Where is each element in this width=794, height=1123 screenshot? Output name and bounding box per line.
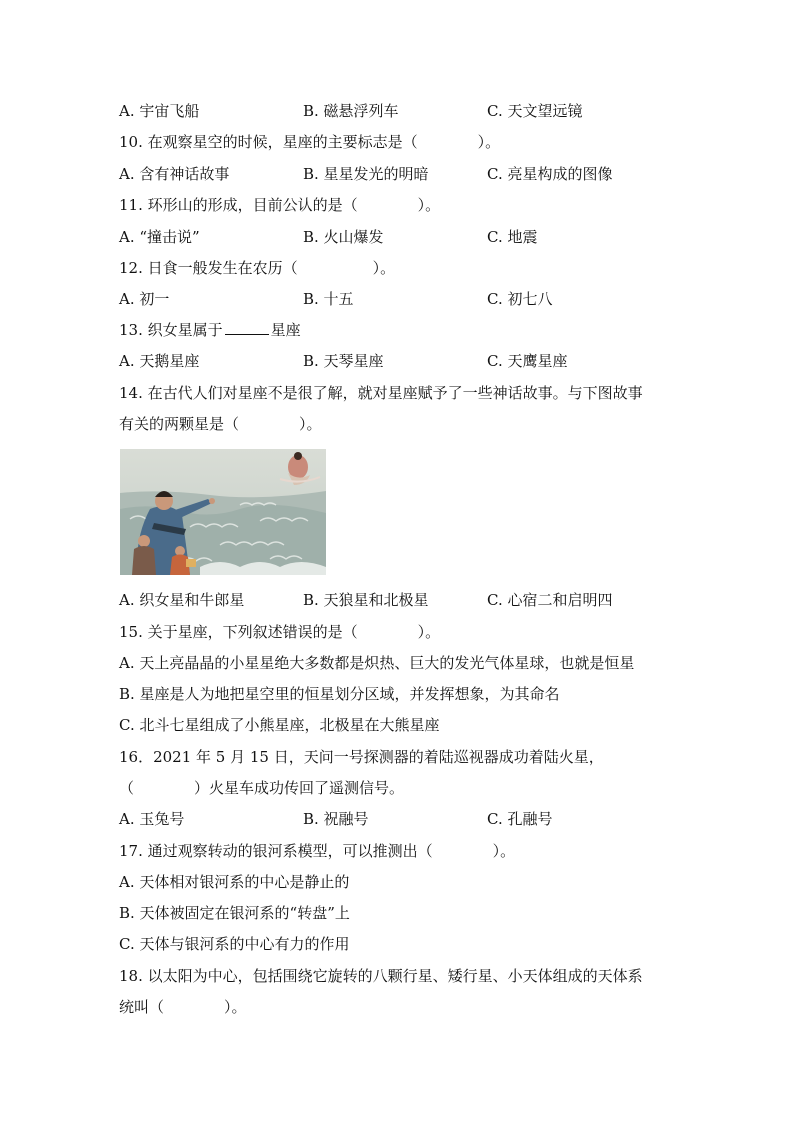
q13-stem-post: 星座: [270, 321, 301, 339]
q16-option-c[interactable]: C. 孔融号: [487, 810, 553, 828]
q14-stem-line2: 有关的两颗星是（ ）。: [119, 415, 322, 433]
q11-option-b[interactable]: B. 火山爆发: [303, 228, 384, 246]
q12-option-a[interactable]: A. 初一: [119, 290, 170, 308]
q9-option-b[interactable]: B. 磁悬浮列车: [303, 102, 399, 120]
q17-option-a[interactable]: A. 天体相对银河系的中心是静止的: [119, 873, 350, 891]
q15-stem: 15. 关于星座，下列叙述错误的是（ ）。: [119, 623, 441, 641]
q16-stem-line2: （ ）火星车成功传回了遥测信号。: [119, 779, 405, 797]
q9-option-a[interactable]: A. 宇宙飞船: [119, 102, 200, 120]
q12-option-b[interactable]: B. 十五: [303, 290, 354, 308]
q11-stem: 11. 环形山的形成，目前公认的是（ ）。: [119, 196, 441, 214]
q12-option-c[interactable]: C. 初七八: [487, 290, 553, 308]
q13-stem-pre: 13. 织女星属于: [119, 321, 223, 339]
q17-option-c[interactable]: C. 天体与银河系的中心有力的作用: [119, 935, 350, 953]
q16-option-b[interactable]: B. 祝融号: [303, 810, 369, 828]
q9-option-c[interactable]: C. 天文望远镜: [487, 102, 583, 120]
q13-option-a[interactable]: A. 天鹅星座: [119, 352, 200, 370]
q17-option-b[interactable]: B. 天体被固定在银河系的“转盘”上: [119, 904, 350, 922]
q14-option-c[interactable]: C. 心宿二和启明四: [487, 591, 613, 609]
illustration-svg: [120, 449, 326, 575]
q10-option-a[interactable]: A. 含有神话故事: [119, 165, 230, 183]
q13-option-b[interactable]: B. 天琴星座: [303, 352, 384, 370]
q16-stem-line1: 16．2021 年 5 月 15 日，天问一号探测器的着陆巡视器成功着陆火星，: [119, 748, 604, 766]
q18-stem-line1: 18. 以太阳为中心，包括围绕它旋转的八颗行星、矮行星、小天体组成的天体系: [119, 967, 643, 985]
q11-option-c[interactable]: C. 地震: [487, 228, 538, 246]
q15-option-c[interactable]: C. 北斗七星组成了小熊星座，北极星在大熊星座: [119, 716, 440, 734]
q13-option-c[interactable]: C. 天鹰星座: [487, 352, 568, 370]
q13-answer-blank[interactable]: [225, 320, 269, 335]
q12-stem: 12. 日食一般发生在农历（ ）。: [119, 259, 396, 277]
q10-stem: 10. 在观察星空的时候，星座的主要标志是（ ）。: [119, 133, 501, 151]
cowherd-weaver-girl-illustration: [120, 449, 326, 575]
q13-stem: [119, 320, 689, 340]
q16-option-a[interactable]: A. 玉兔号: [119, 810, 185, 828]
q17-stem: 17. 通过观察转动的银河系模型，可以推测出（ ）。: [119, 842, 516, 860]
q15-option-a[interactable]: A. 天上亮晶晶的小星星绝大多数都是炽热、巨大的发光气体星球，也就是恒星: [119, 654, 635, 672]
q14-option-b[interactable]: B. 天狼星和北极星: [303, 591, 429, 609]
q10-option-b[interactable]: B. 星星发光的明暗: [303, 165, 429, 183]
q18-stem-line2: 统叫（ ）。: [119, 998, 247, 1016]
q11-option-a[interactable]: A. “撞击说”: [119, 228, 200, 246]
q15-option-b[interactable]: B. 星座是人为地把星空里的恒星划分区域，并发挥想象，为其命名: [119, 685, 560, 703]
q14-option-a[interactable]: A. 织女星和牛郎星: [119, 591, 245, 609]
q10-option-c[interactable]: C. 亮星构成的图像: [487, 165, 613, 183]
q14-stem-line1: 14. 在古代人们对星座不是很了解，就对星座赋予了一些神话故事。与下图故事: [119, 384, 643, 402]
